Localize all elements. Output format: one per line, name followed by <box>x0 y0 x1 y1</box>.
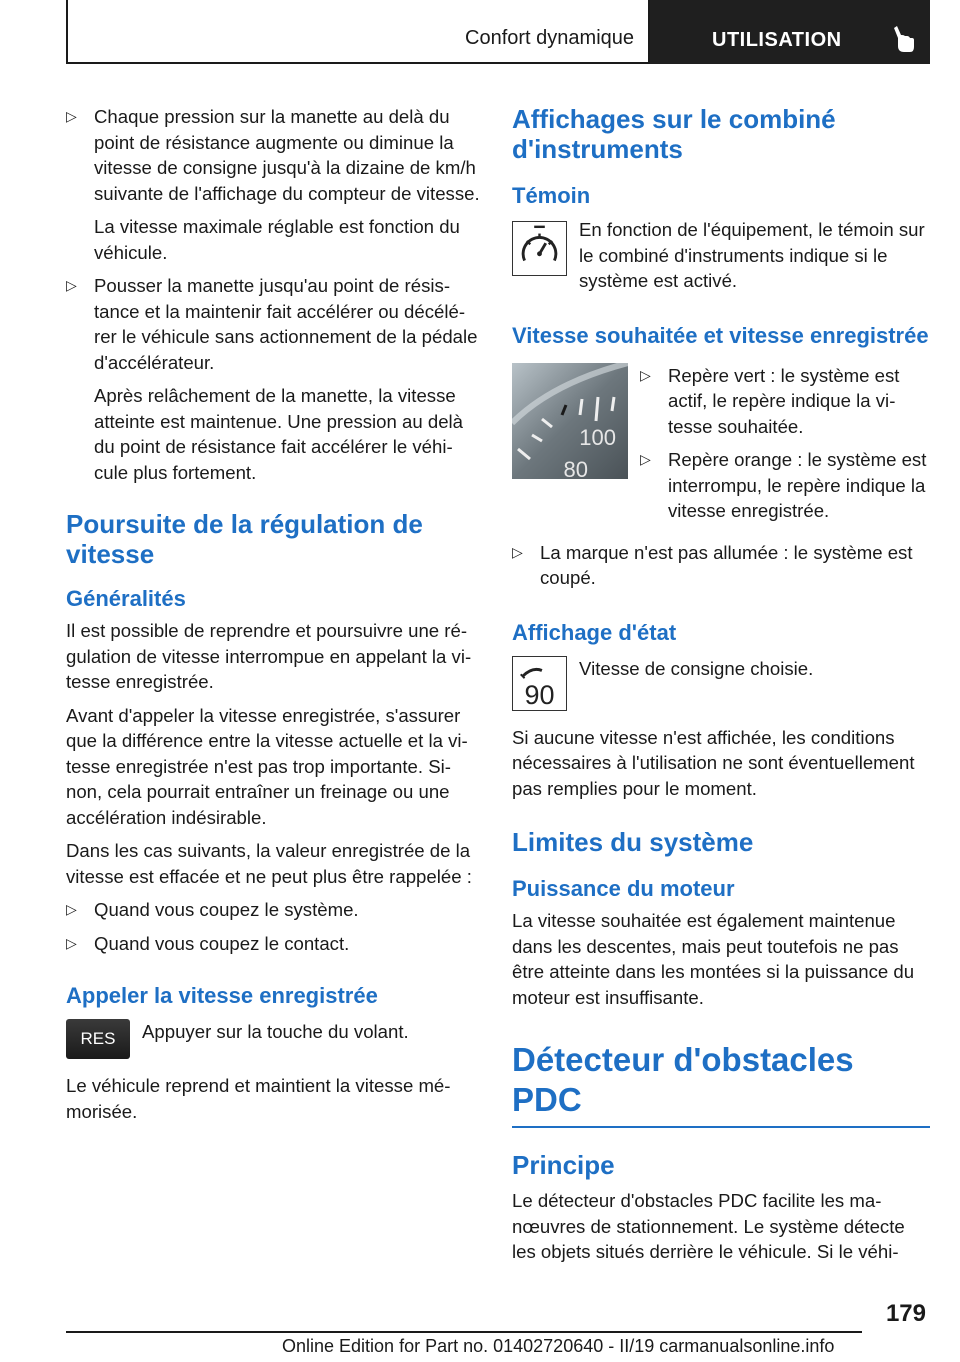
list-item <box>66 273 480 485</box>
list-item-text: Chaque pression sur la manette au delà du point de résistance augmente ou diminue la vitesse de consigne jusqu'à la dizaine de km/h suivante de l'affichage du compteur de vitesse. <box>94 106 480 204</box>
heading-etat: Affichage d'état <box>512 619 677 645</box>
heading-affichages: Affichages sur le combiné d'instruments <box>512 104 836 164</box>
set-speed-value: 90 <box>524 679 555 710</box>
heading-vitesse: Vitesse souhaitée et vitesse enregistrée <box>512 322 929 348</box>
temoin-text: En fonction de l'équipement, le témoin sur le combiné d'instruments indique si le système est activé. <box>579 219 925 291</box>
res-button-text: Appuyer sur la touche du volant. <box>142 1021 409 1042</box>
list-item-text: Repère orange : le système est interrompu, le repère indique la vitesse enregistrée. <box>668 449 927 521</box>
heading-generalites: Généralités <box>66 586 186 611</box>
bullet-triangle-icon: ▷ <box>66 901 77 917</box>
list-item-continuation: La vitesse maximale réglable est fonction du véhicule. <box>94 216 460 263</box>
left-column <box>66 104 480 1132</box>
footer-edition-text: Online Edition for Part no. 01402720640 - II/19 <box>282 1336 655 1356</box>
page-number: 179 <box>885 1300 926 1327</box>
paragraph: Dans les cas suivants, la valeur enregistrée de la vitesse est effacée et ne peut plus être rappelée : <box>66 840 472 887</box>
header-section-title: Confort dynamique <box>465 27 634 49</box>
bullet-triangle-icon: ▷ <box>512 543 523 560</box>
bullet-triangle-icon: ▷ <box>66 108 77 124</box>
list-item-continuation: Après relâchement de la manette, la vitesse atteinte est maintenue. Une pression au delà du point de résistance fait accélérer le véhicule plus fortement. <box>94 385 464 483</box>
header-section-box <box>66 0 650 64</box>
gauge-label-80: 80 <box>563 456 588 479</box>
list-item <box>66 931 480 957</box>
list-item-text: Quand vous coupez le système. <box>94 899 359 920</box>
paragraph: Il est possible de reprendre et poursuivre une régulation de vitesse interrompue en appelant la vitesse enregistrée. <box>66 620 472 692</box>
paragraph: La vitesse souhaitée est également maintenue dans les descentes, mais peut toutefois ne pas être atteinte dans les montées si la puissance du moteur est insuffisante. <box>512 910 915 1008</box>
res-button-row <box>66 1019 480 1059</box>
bullet-triangle-icon: ▷ <box>640 366 651 383</box>
etat-text: Vitesse de consigne choisie. <box>579 657 814 679</box>
footer-brand-watermark: carmanualsonline.info <box>659 1336 835 1356</box>
footer-divider <box>66 1331 862 1333</box>
heading-limites: Limites du système <box>512 827 754 857</box>
speedometer-photo <box>512 363 628 479</box>
hand-pointer-icon <box>890 26 916 54</box>
heading-puissance: Puissance du moteur <box>512 876 735 901</box>
paragraph: Si aucune vitesse n'est affichée, les conditions nécessaires à l'utilisation ne sont éventuellement pas remplies pour le moment. <box>512 726 915 799</box>
list-item <box>66 897 480 923</box>
set-speed-indicator-icon <box>512 656 567 711</box>
heading-appeler: Appeler la vitesse enregistrée <box>66 983 378 1008</box>
list-item <box>640 363 930 440</box>
list-item <box>512 540 930 591</box>
temoin-row <box>512 217 930 294</box>
list-item-text: Pousser la manette jusqu'au point de résistance et la maintenir fait accélérer ou décélérer le véhicule sans actionnement de la pédale d'accélérateur. <box>94 275 478 373</box>
list-item <box>640 447 930 524</box>
heading-pdc: Détecteur d'obstacles PDC <box>512 1040 930 1128</box>
gauge-bullets <box>640 363 930 532</box>
page-header <box>66 0 930 64</box>
gauge-label-100: 100 <box>579 424 616 450</box>
res-button-icon: RES <box>66 1019 130 1059</box>
list-item-text: Quand vous coupez le contact. <box>94 932 350 954</box>
paragraph: Le détecteur d'obstacles PDC facilite les manœuvres de stationnement. Le système détecte les objets situés derrière le véhicule. Si le véhi- <box>512 1190 905 1262</box>
list-item-text: Repère vert : le système est actif, le repère indique la vitesse souhaitée. <box>668 364 900 437</box>
cruise-control-indicator-icon <box>512 221 567 276</box>
heading-principe: Principe <box>512 1150 615 1180</box>
bullet-triangle-icon: ▷ <box>66 934 77 951</box>
list-item-text: La marque n'est pas allumée : le système est coupé. <box>540 541 913 588</box>
paragraph: Avant d'appeler la vitesse enregistrée, s'assurer que la différence entre la vitesse actuelle et la vitesse enregistrée n'est pas trop importante. Sinon, cela pourrait entraîner un freinage ou une accélération indésirable. <box>66 704 468 828</box>
header-chapter-box <box>650 0 930 64</box>
bullet-triangle-icon: ▷ <box>66 277 77 293</box>
bullet-triangle-icon: ▷ <box>640 451 651 467</box>
right-column <box>512 104 930 1273</box>
gauge-row <box>512 363 930 532</box>
paragraph: Le véhicule reprend et maintient la vitesse mémorisée. <box>66 1075 451 1122</box>
etat-row <box>512 656 930 711</box>
heading-temoin: Témoin <box>512 183 591 208</box>
list-item <box>66 104 480 265</box>
heading-poursuite: Poursuite de la régulation de vitesse <box>66 509 423 569</box>
header-chapter-title: UTILISATION <box>712 29 842 51</box>
footer-edition <box>282 1336 834 1357</box>
